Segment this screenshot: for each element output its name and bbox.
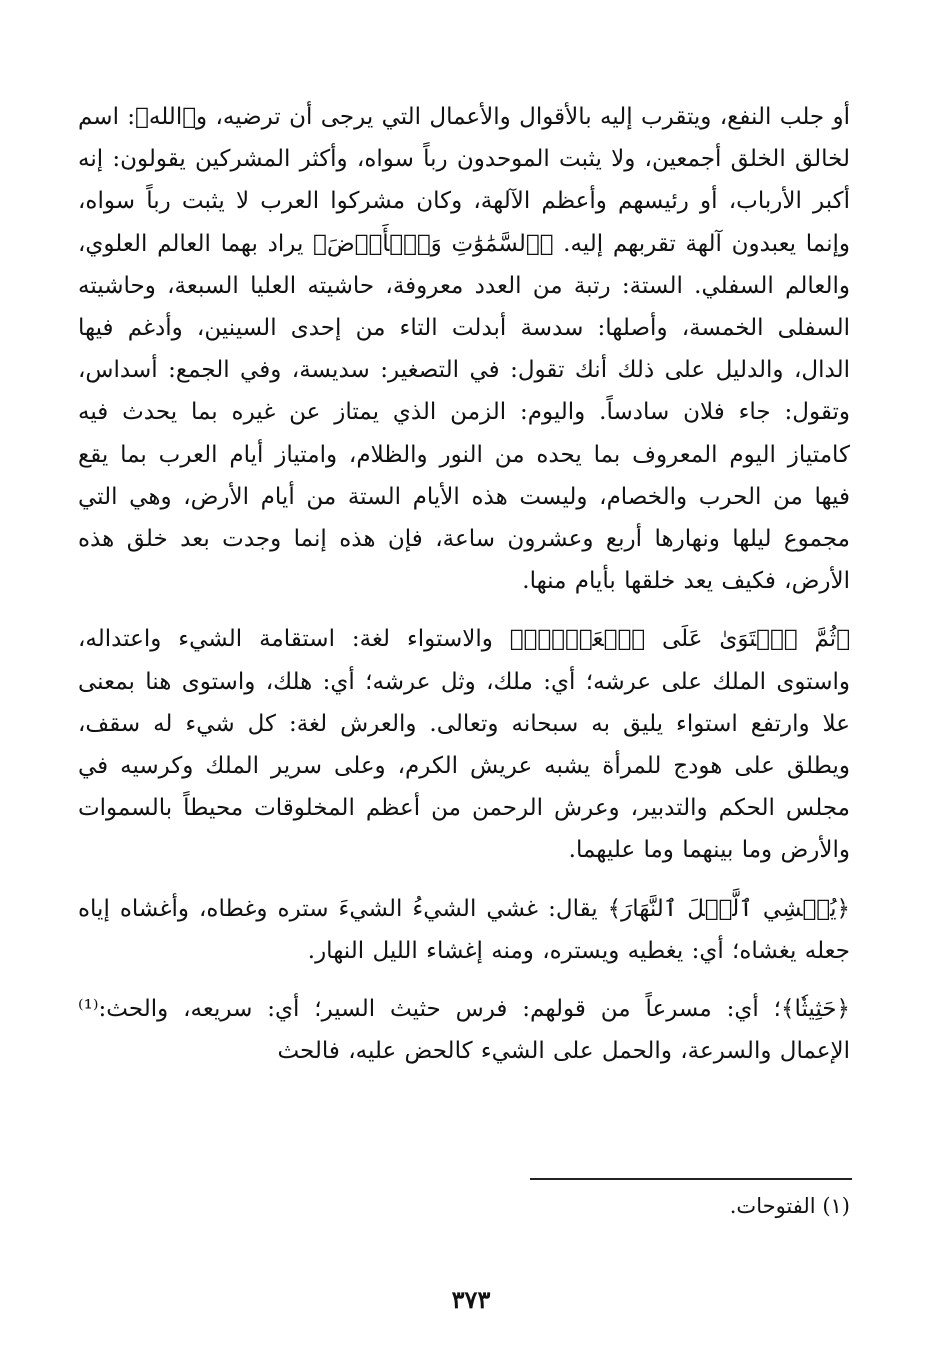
page-number: ٣٧٣: [451, 1285, 491, 1314]
paragraph-2: ﴿ثُمَّ ٱسۡتَوَىٰ عَلَى ٱلۡعَرۡشِۖ﴾ والاستواء لغة: استقامة الشيء واعتداله، واستوى الملك على عرشه؛ أي: ملك، وثل عرشه؛ أي: هلك، واستوى هنا بمعنى علا وارتفع استواء يليق به سبحانه وتعالى. والعرش لغة: كل شيء له سقف، ويطلق على هودج للمرأة يشبه عريش الكرم، وعلى سرير الملك وكرسيه في مجلس الحكم والتدبير، وعرش الرحمن من أعظم المخلوقات محيطاً بالسموات والأرض وما بينهما وما عليهما.: [78, 626, 850, 864]
paragraph-1: أو جلب النفع، ويتقرب إليه بالأقوال والأعمال التي يرجى أن ترضيه، و﴿الله﴾: اسم لخالق الخلق أجمعين، ولا يثبت الموحدون رباً سواه، وأكثر المشركين يقولون: إنه أكبر الأرباب، أو رئيسهم وأعظم الآلهة، وكان مشركوا العرب لا يثبت رباً سواه، وإنما يعبدون آلهة تقربهم إليه. ﴿ٱلسَّمَٰوَٰتِ وَٱلۡأَرۡضَ﴾ يراد بهما العالم العلوي، والعالم السفلي. الستة: رتبة من العدد معروفة، حاشيته العليا السبعة، وحاشيته السفلى الخمسة، وأصلها: سدسة أبدلت التاء من إحدى السينين، وأدغم فيها الدال، والدليل على ذلك أنك تقول: في التصغير: سديسة، وفي الجمع: أسداس، وتقول: جاء فلان سادساً. واليوم: الزمن الذي يمتاز عن غيره بما يحدث فيه كامتياز اليوم المعروف بما يحده من النور والظلام، وامتياز أيام العرب بما يقع فيها من الحرب والخصام، وليست هذه الأيام الستة من أيام الأرض، وهي التي مجموع ليلها ونهارها أربع وعشرون ساعة، فإن هذه إنما وجدت بعد خلق هذه الأرض، فكيف يعد خلقها بأيام منها.: [78, 104, 850, 595]
footnote-marker: (١): [822, 1194, 850, 1218]
page-body: [78, 96, 850, 1072]
paragraph-4: ﴿حَثِيثٗا﴾؛ أي: مسرعاً من قولهم: فرس حثيث السير؛ أي: سريعه، والحث:⁽¹⁾ الإعمال والسرعة، والحمل على الشيء كالحض عليه، فالحث: [78, 996, 850, 1065]
footnote-divider: [530, 1178, 852, 1180]
paragraph-3: ﴿يُغۡشِي ٱلَّيۡلَ ٱلنَّهَارَ﴾ يقال: غشي الشيءُ الشيءَ ستره وغطاه، وأغشاه إياه جعله يغشاه؛ أي: يغطيه ويستره، ومنه إغشاء الليل النهار.: [78, 895, 850, 964]
footnote-text: الفتوحات.: [729, 1194, 816, 1218]
footnote: [250, 1188, 850, 1224]
